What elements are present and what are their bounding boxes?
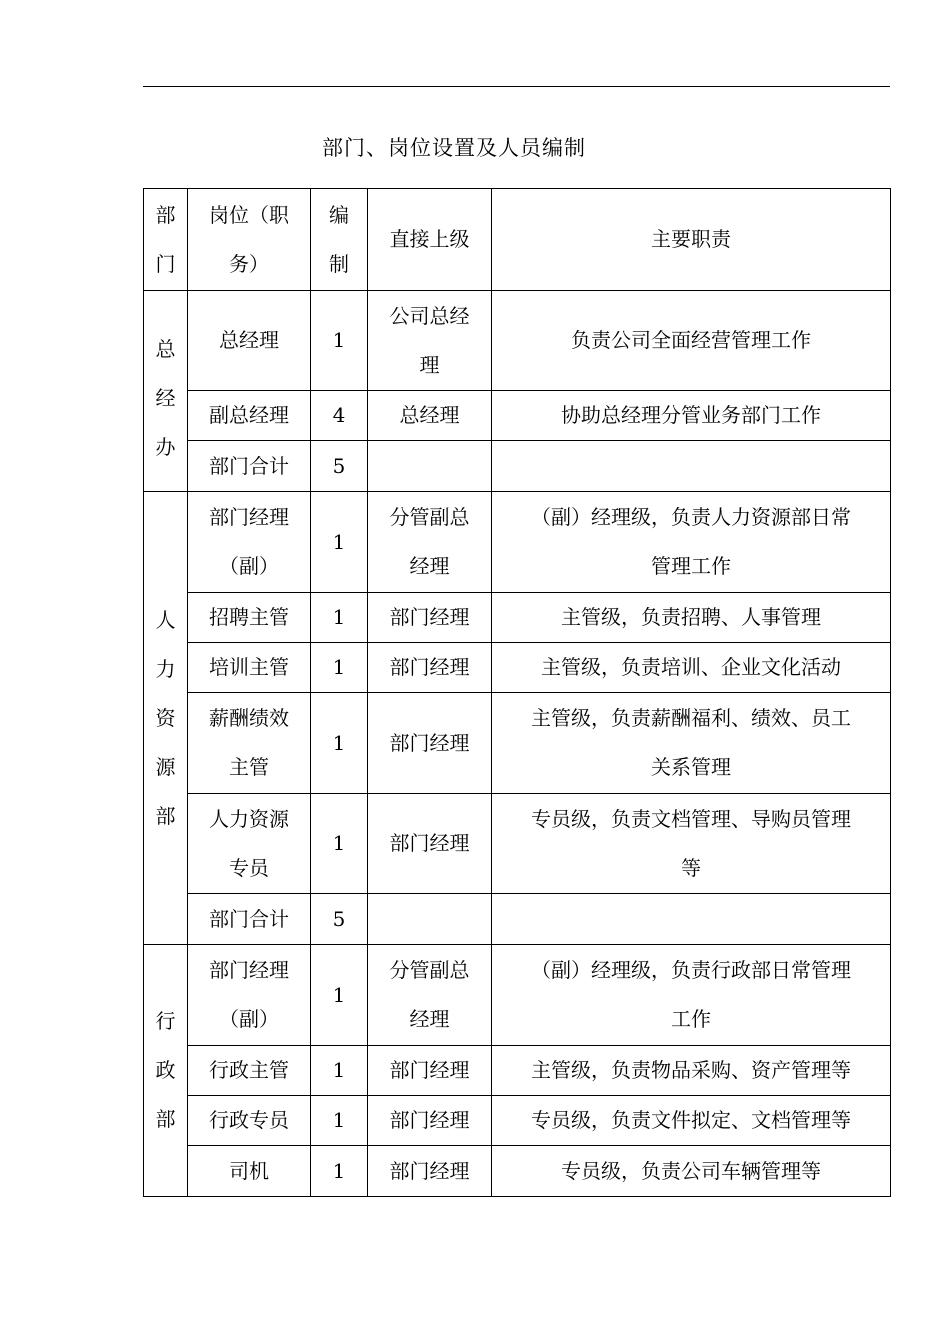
position-cell: 行政专员	[188, 1096, 311, 1146]
header-supervisor: 直接上级	[368, 189, 492, 291]
dept-cell-admin: 行 政 部	[144, 945, 188, 1197]
headcount-cell: 1	[311, 643, 368, 693]
supervisor-cell: 部门经理	[368, 593, 492, 643]
supervisor-cell: 部门经理	[368, 643, 492, 693]
staffing-table	[143, 188, 891, 1197]
supervisor-cell: 总经理	[368, 391, 492, 441]
headcount-cell: 1	[311, 1046, 368, 1096]
header-position: 岗位（职 务）	[188, 189, 311, 291]
headcount-cell: 4	[311, 391, 368, 441]
header-rule	[143, 86, 890, 87]
headcount-cell: 1	[311, 693, 368, 794]
duty-cell: 专员级，负责文档管理、导购员管理 等	[492, 794, 891, 894]
position-cell: 部门经理 （副）	[188, 492, 311, 593]
supervisor-cell: 公司总经 理	[368, 291, 492, 391]
table-row	[144, 1146, 891, 1197]
duty-cell: 专员级，负责文件拟定、文档管理等	[492, 1096, 891, 1146]
table-row	[144, 1046, 891, 1096]
duty-cell: 协助总经理分管业务部门工作	[492, 391, 891, 441]
headcount-cell: 1	[311, 1096, 368, 1146]
header-duties: 主要职责	[492, 189, 891, 291]
page-title: 部门、岗位设置及人员编制	[322, 136, 586, 160]
headcount-cell: 1	[311, 945, 368, 1046]
position-cell: 人力资源 专员	[188, 794, 311, 894]
header-dept: 部 门	[144, 189, 188, 291]
duty-cell: 主管级，负责招聘、人事管理	[492, 593, 891, 643]
supervisor-cell	[368, 894, 492, 945]
supervisor-cell: 部门经理	[368, 1096, 492, 1146]
position-cell: 行政主管	[188, 1046, 311, 1096]
headcount-cell: 1	[311, 794, 368, 894]
position-cell: 薪酬绩效 主管	[188, 693, 311, 794]
table-row	[144, 492, 891, 593]
duty-cell	[492, 894, 891, 945]
position-cell: 部门合计	[188, 441, 311, 492]
headcount-cell: 5	[311, 894, 368, 945]
table-row	[144, 945, 891, 1046]
supervisor-cell: 部门经理	[368, 1146, 492, 1197]
headcount-cell: 1	[311, 291, 368, 391]
supervisor-cell: 部门经理	[368, 693, 492, 794]
headcount-cell: 1	[311, 593, 368, 643]
duty-cell: 主管级，负责薪酬福利、绩效、员工 关系管理	[492, 693, 891, 794]
position-cell: 总经理	[188, 291, 311, 391]
position-cell: 部门合计	[188, 894, 311, 945]
headcount-cell: 1	[311, 492, 368, 593]
duty-cell: （副）经理级，负责行政部日常管理 工作	[492, 945, 891, 1046]
supervisor-cell	[368, 441, 492, 492]
table-row	[144, 894, 891, 945]
table-row	[144, 391, 891, 441]
table-row	[144, 593, 891, 643]
supervisor-cell: 部门经理	[368, 794, 492, 894]
supervisor-cell: 部门经理	[368, 1046, 492, 1096]
dept-cell-hr: 人 力 资 源 部	[144, 492, 188, 945]
table-row	[144, 794, 891, 894]
table-row	[144, 441, 891, 492]
headcount-cell: 5	[311, 441, 368, 492]
duty-cell: （副）经理级，负责人力资源部日常 管理工作	[492, 492, 891, 593]
duty-cell: 负责公司全面经营管理工作	[492, 291, 891, 391]
supervisor-cell: 分管副总 经理	[368, 945, 492, 1046]
table-row	[144, 291, 891, 391]
table-row	[144, 693, 891, 794]
table-header-row	[144, 189, 891, 291]
position-cell: 培训主管	[188, 643, 311, 693]
position-cell: 部门经理 （副）	[188, 945, 311, 1046]
dept-cell-general-office: 总 经 办	[144, 291, 188, 492]
duty-cell: 主管级，负责物品采购、资产管理等	[492, 1046, 891, 1096]
table-row	[144, 643, 891, 693]
duty-cell: 主管级，负责培训、企业文化活动	[492, 643, 891, 693]
duty-cell	[492, 441, 891, 492]
position-cell: 招聘主管	[188, 593, 311, 643]
position-cell: 司机	[188, 1146, 311, 1197]
duty-cell: 专员级，负责公司车辆管理等	[492, 1146, 891, 1197]
table-row	[144, 1096, 891, 1146]
headcount-cell: 1	[311, 1146, 368, 1197]
supervisor-cell: 分管副总 经理	[368, 492, 492, 593]
position-cell: 副总经理	[188, 391, 311, 441]
header-headcount: 编 制	[311, 189, 368, 291]
